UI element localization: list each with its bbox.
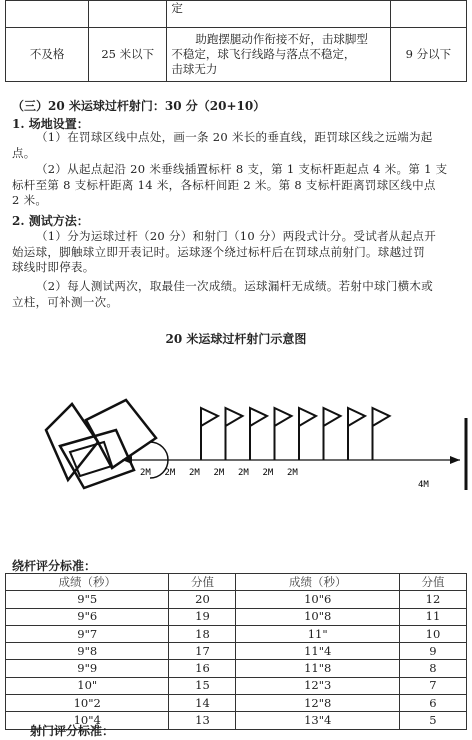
table-cell: 10"2 (6, 695, 169, 712)
table-cell (167, 1, 390, 28)
previous-standard-table (5, 0, 467, 82)
column-header: 成绩（秒） (6, 574, 169, 591)
table-header-row (6, 574, 467, 591)
table-cell: 12"8 (236, 695, 399, 712)
site-paragraph-1 (12, 130, 472, 161)
table-cell (6, 1, 89, 28)
table-cell: 6 (399, 695, 466, 712)
table-cell: 13"4 (236, 712, 399, 729)
flag-poles (201, 408, 390, 460)
description-cell (167, 28, 390, 82)
table-cell: 12 (399, 591, 466, 608)
distance-cell: 25 米以下 (89, 28, 167, 82)
flag-icon (275, 408, 292, 426)
method-paragraph-1 (12, 229, 472, 276)
table-cell: 8 (399, 660, 466, 677)
text-line: （1）分为运球过杆（20 分）和射门（10 分）两段式计分。受试者从起点开 (36, 229, 436, 243)
column-header: 分值 (169, 574, 236, 591)
gap-distance-label: 2M (213, 468, 225, 478)
gap-distance-label: 2M (164, 468, 176, 478)
grade-cell: 不及格 (6, 28, 89, 82)
flag-icon (201, 408, 218, 426)
site-paragraph-2 (12, 162, 472, 209)
flag-icon (299, 408, 316, 426)
flag-icon (348, 408, 365, 426)
gap-distance-label: 2M (238, 468, 249, 478)
dribble-score-table (5, 573, 467, 730)
table-cell: 9 (399, 643, 466, 660)
table-row (6, 660, 467, 677)
table-cell: 10"6 (236, 591, 399, 608)
table-cell: 11"4 (236, 643, 399, 660)
table-cell: 7 (399, 677, 466, 694)
method-heading: 2. 测试方法： (12, 214, 89, 228)
table-row (6, 591, 467, 608)
text-line: （2）从起点起沿 20 米垂线插置标杆 8 支，第 1 支标杆距起点 4 米。第 1 支 (36, 162, 448, 176)
table-cell: 10"8 (236, 608, 399, 625)
shot-caption: 射门评分标准： (30, 724, 115, 738)
score-cell: 9 分以下 (390, 28, 466, 82)
dribble-course-diagram (0, 390, 472, 500)
method-paragraph-2 (12, 279, 472, 310)
table-row (6, 608, 467, 625)
section-title: （三）20 米运球过杆射门：30 分（20+10） (12, 99, 266, 113)
text-line: （2）每人测试两次，取最佳一次成绩。运球漏杆无成绩。若射中球门横木或 (36, 279, 434, 293)
table-cell: 11" (236, 625, 399, 642)
table-cell: 9"8 (6, 643, 169, 660)
flag-icon (250, 408, 267, 426)
flag-icon (373, 408, 390, 426)
text-line: 点。 (12, 145, 36, 160)
text-line: 2 米。 (12, 193, 48, 207)
table-cell: 19 (169, 608, 236, 625)
site-heading: 1. 场地设置： (12, 117, 89, 131)
gap-distance-label: 2M (140, 468, 151, 478)
table-cell: 15 (169, 677, 236, 694)
text-line: 立柱，可补测一次。 (12, 294, 119, 309)
table-cell: 14 (169, 695, 236, 712)
table-cell: 11 (399, 608, 466, 625)
description-line: 助跑摆腿动作衔接不好，击球脚型 (195, 32, 368, 46)
table-cell: 9"6 (6, 608, 169, 625)
text-line: （1）在罚球区线中点处，画一条 20 米长的垂直线，距罚球区线之远端为起 (36, 130, 433, 144)
flag-icon (226, 408, 243, 426)
arrow-right-icon (450, 456, 460, 464)
table-cell: 11"8 (236, 660, 399, 677)
description-line: 击球无力 (171, 62, 218, 76)
table-cell: 12"3 (236, 677, 399, 694)
table-cell: 17 (169, 643, 236, 660)
table-cell: 5 (399, 712, 466, 729)
end-distance-label: 4M (418, 480, 429, 490)
table-cell: 18 (169, 625, 236, 642)
flag-icon (324, 408, 341, 426)
column-header: 成绩（秒） (236, 574, 399, 591)
table-cell: 9"7 (6, 625, 169, 642)
figure-title: 20 米运球过杆射门示意图 (165, 332, 307, 346)
table-row (6, 677, 467, 694)
table-cell (89, 1, 167, 28)
column-header: 分值 (399, 574, 466, 591)
table-cell: 16 (169, 660, 236, 677)
gap-distance-label: 2M (262, 468, 274, 478)
table-cell: 10"4 (6, 712, 169, 729)
table-cell: 10 (399, 625, 466, 642)
goal-frame-shape (86, 400, 156, 468)
table-row (6, 695, 467, 712)
description-line: 不稳定，球飞行线路与落点不稳定， (171, 47, 356, 61)
text-line: 标杆至第 8 支标杆距离 14 米，各标杆间距 2 米。第 8 支标杆距离罚球区线中点 (12, 177, 436, 192)
dribble-caption: 绕杆评分标准： (12, 559, 97, 573)
table-cell: 13 (169, 712, 236, 729)
gap-distance-label: 2M (189, 468, 200, 478)
table-cell: 9"9 (6, 660, 169, 677)
table-cell (390, 1, 466, 28)
table-row (6, 643, 467, 660)
gap-distance-label: 2M (287, 468, 298, 478)
table-cell: 10" (6, 677, 169, 694)
cell-text: 定 (171, 1, 183, 15)
table-cell: 20 (169, 591, 236, 608)
table-row (6, 625, 467, 642)
text-line: 球线时即停表。 (12, 260, 95, 274)
text-line: 始运球，脚触球立即开表记时。运球逐个绕过标杆后在罚球点前射门。球越过罚 (12, 244, 425, 259)
distance-labels (140, 468, 298, 478)
table-cell: 9"5 (6, 591, 169, 608)
